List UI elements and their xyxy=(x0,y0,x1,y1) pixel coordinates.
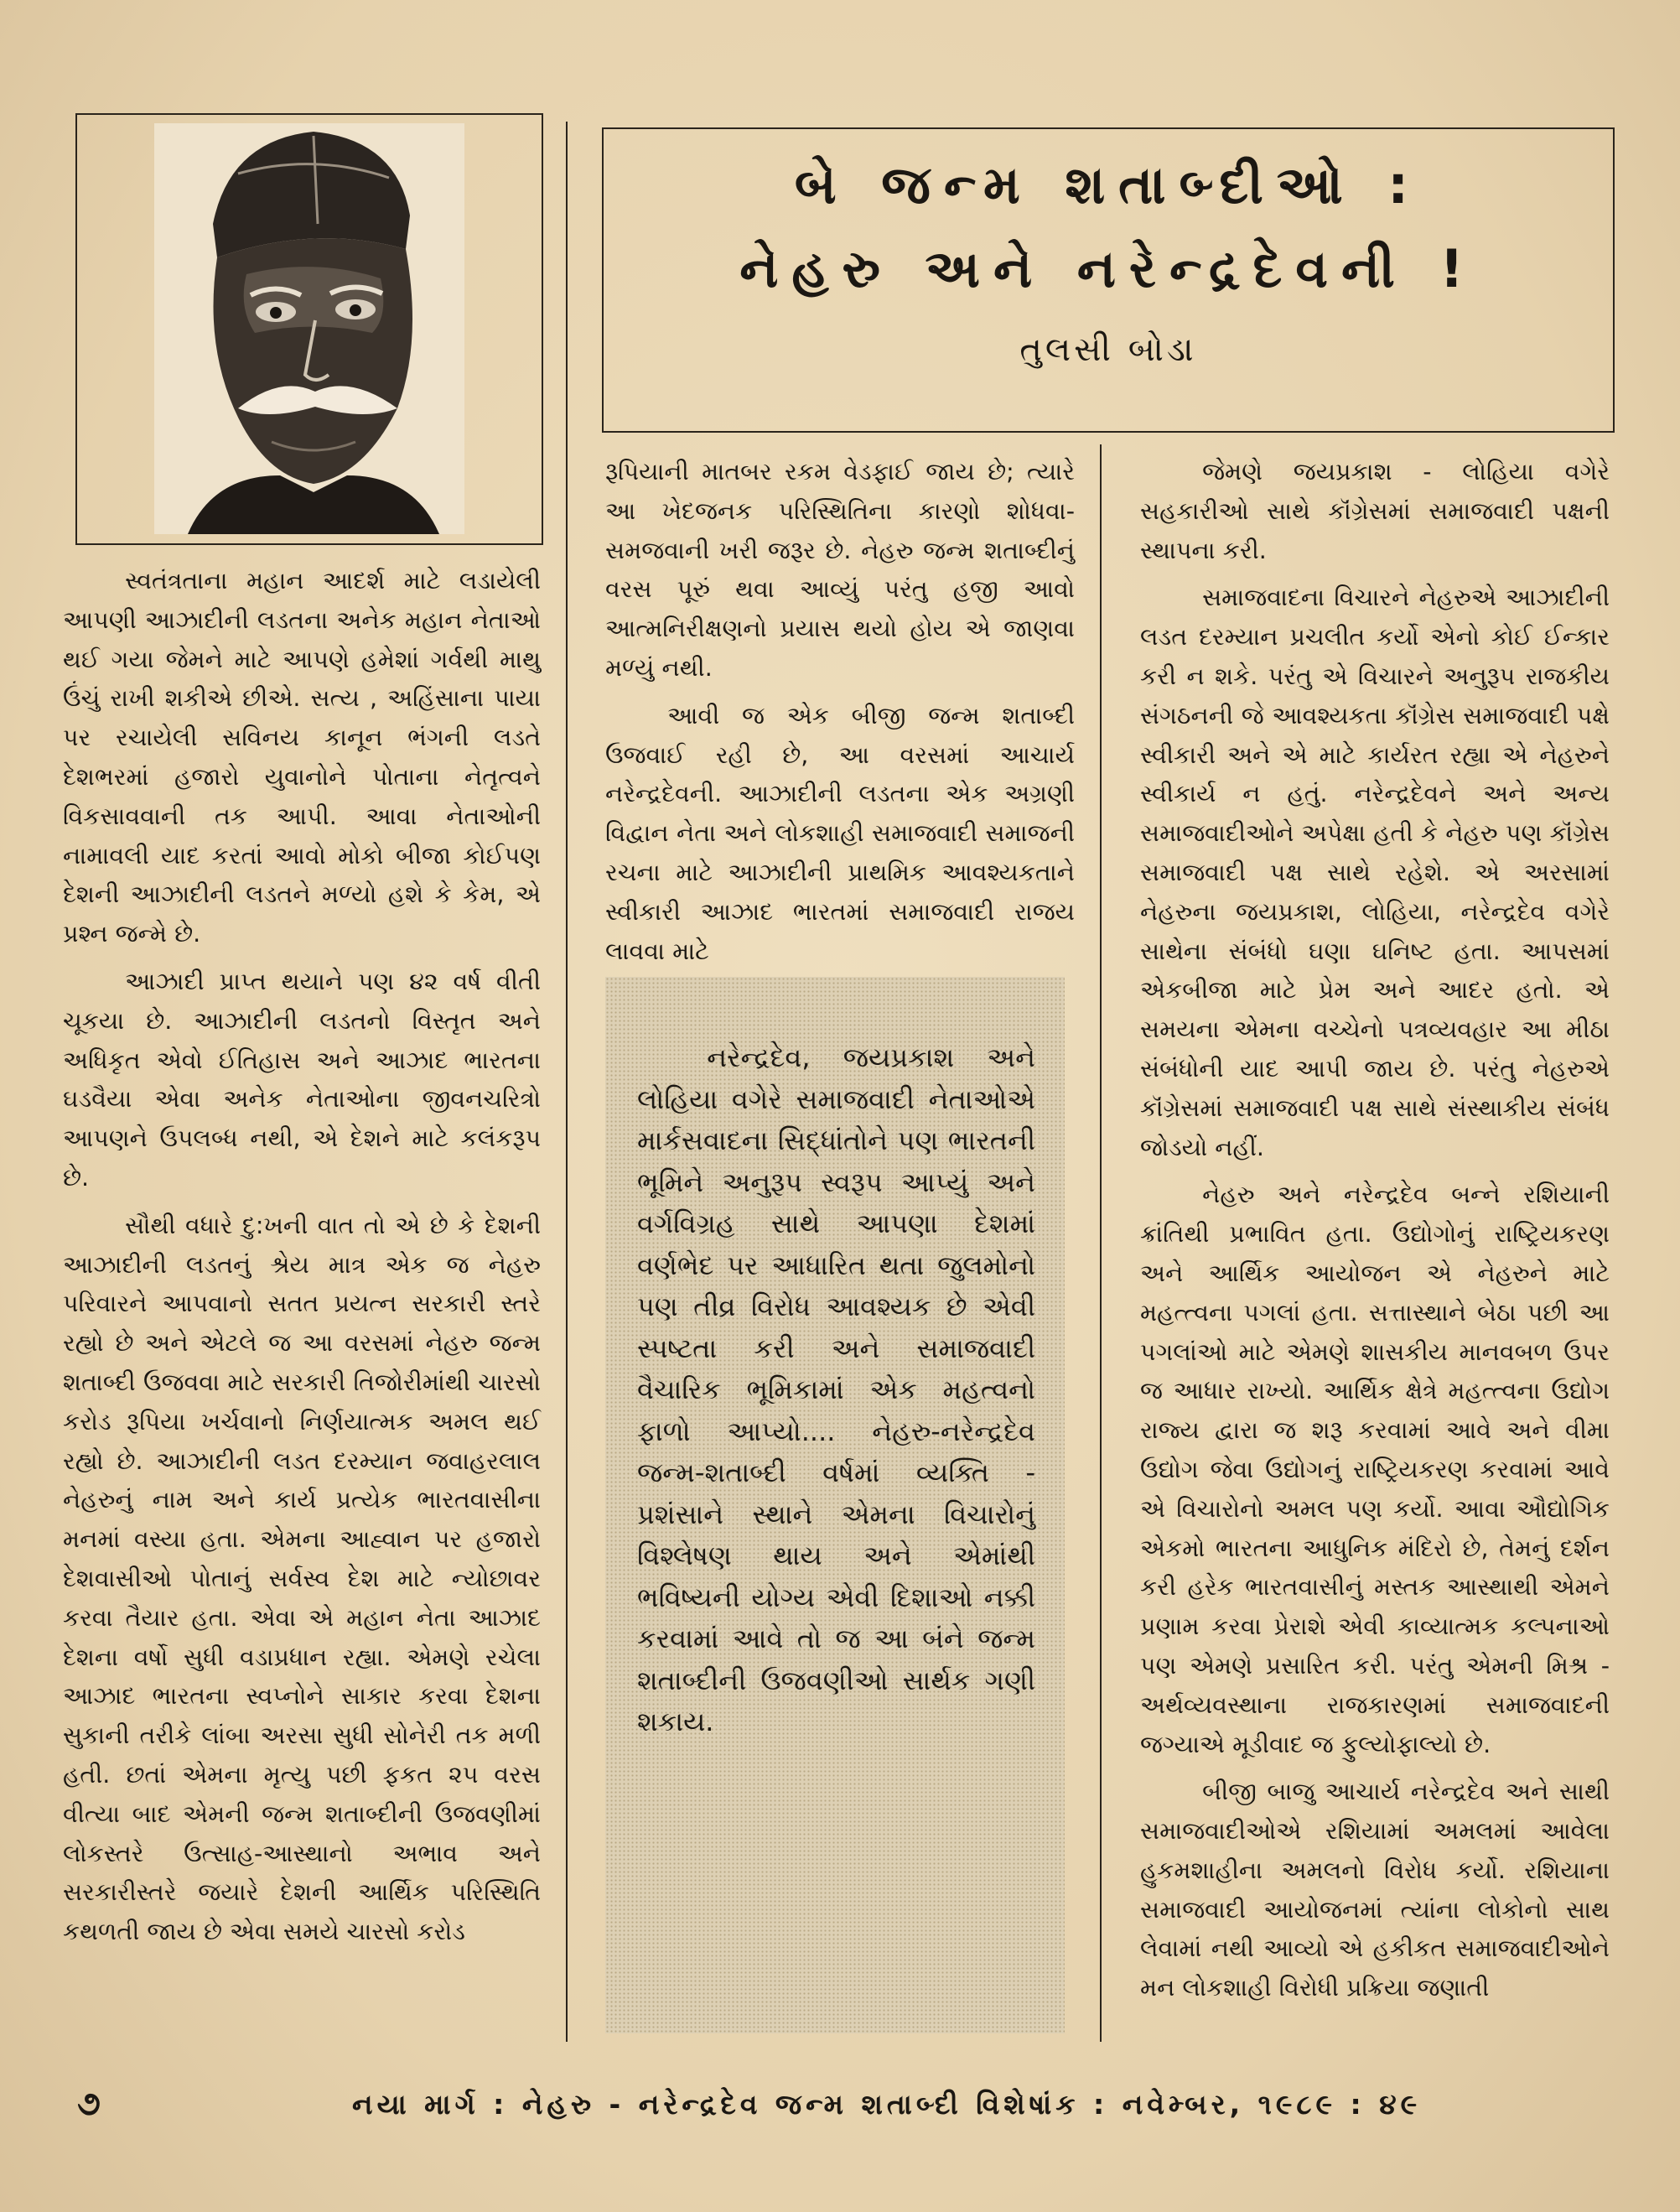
page-number: ૭ xyxy=(77,2085,101,2123)
title-box xyxy=(602,127,1615,433)
page-footer xyxy=(0,2085,1680,2135)
left-paragraph-2: આઝાદી પ્રાપ્ત થયાને પણ ૪૨ વર્ષ વીતી ચૂકયા છે. આઝાદીની લડતનો વિસ્તૃત અને અધિકૃત એવો ઈતિહાસ અને આઝાદ ભારતના ઘડવૈયા એવા અનેક નેતાઓના જીવનચરિત્રો આપણને ઉપલબ્ધ નથી, એ દેશને માટે કલંકરૂપ છે. xyxy=(63,967,541,1192)
portrait-illustration xyxy=(154,123,464,534)
right-paragraph-2: સમાજવાદના વિચારને નેહરુએ આઝાદીની લડત દરમ્યાન પ્રચલીત કર્યો એનો કોઈ ઈન્કાર કરી ન શકે. પરંતુ એ વિચારને અનુરૂપ રાજકીય સંગઠનની જે આવશ્યકતા કૉંગ્રેસ સમાજવાદી પક્ષે સ્વીકારી અને એ માટે કાર્યરત રહ્યા એ નેહરુને સ્વીકાર્ય ન હતું. નરેન્દ્રદેવને અને અન્ય સમાજવાદીઓને અપેક્ષા હતી કે નેહરુ પણ કૉંગ્રેસ સમાજવાદી પક્ષ સાથે રહેશે. એ અરસામાં નેહરુના જયપ્રકાશ, લોહિયા, નરેન્દ્રદેવ વગેરે સાથેના સંબંધો ઘણા ઘનિષ્ટ હતા. આપસમાં એકબીજા માટે પ્રેમ અને આદર હતો. એ સમયના એમના વચ્ચેનો પત્રવ્યવહાર આ મીઠા સંબંધોની યાદ આપી જાય છે. પરંતુ નેહરુએ કૉંગ્રેસમાં સમાજવાદી પક્ષ સાથે સંસ્થાકીય સંબંધ જોડયો નહીં. xyxy=(1140,584,1610,1161)
middle-paragraph-2: આવી જ એક બીજી જન્મ શતાબ્દી ઉજવાઈ રહી છે, આ વરસમાં આચાર્ય નરેન્દ્રદેવની. આઝાદીની લડતના એક અગ્રણી વિદ્વાન નેતા અને લોકશાહી સમાજવાદી સમાજની રચના માટે આઝાદીની પ્રાથમિક આવશ્યકતાને સ્વીકારી આઝાદ ભારતમાં સમાજવાદી રાજય લાવવા માટે xyxy=(605,701,1075,965)
middle-paragraph-1: રૂપિયાની માતબર રકમ વેડફાઈ જાય છે; ત્યારે આ ખેદજનક પરિસ્થિતિના કારણો શોધવા-સમજવાની ખરી જરૂર છે. નેહરુ જન્મ શતાબ્દીનું વરસ પૂરું થવા આવ્યું પરંતુ હજી આવો આત્મનિરીક્ષણનો પ્રયાસ થયો હોય એ જાણવા મળ્યું નથી. xyxy=(605,458,1075,682)
column-divider-left xyxy=(566,122,568,2042)
portrait-frame xyxy=(75,113,543,545)
left-paragraph-1: સ્વતંત્રતાના મહાન આદર્શ માટે લડાયેલી આપણી આઝાદીની લડતના અનેક મહાન નેતાઓ થઈ ગયા જેમને માટે આપણે હમેશાં ગર્વથી માથુ ઉંચું રાખી શકીએ છીએ. સત્ય , અહિંસાના પાયા પર રચાયેલી સવિનય કાનૂન ભંગની લડતે દેશભરમાં હજારો યુવાનોને પોતાના નેતૃત્વને વિકસાવવાની તક આપી. આવા નેતાઓની નામાવલી યાદ કરતાં આવો મોકો બીજા કોઈપણ દેશની આઝાદીની લડતને મળ્યો હશે કે કેમ, એ પ્રશ્ન જન્મે છે. xyxy=(63,567,541,948)
left-paragraph-3: સૌથી વધારે દુ:ખની વાત તો એ છે કે દેશની આઝાદીની લડતનું શ્રેય માત્ર એક જ નેહરુ પરિવારને આપવાનો સતત પ્રયત્ન સરકારી સ્તરે રહ્યો છે અને એટલે જ આ વરસમાં નેહરુ જન્મ શતાબ્દી ઉજવવા માટે સરકારી તિજોરીમાંથી ચારસો કરોડ રૂપિયા ખર્ચવાનો નિર્ણયાત્મક અમલ થઈ રહ્યો છે. આઝાદીની લડત દરમ્યાન જવાહરલાલ નેહરુનું નામ અને કાર્ય પ્રત્યેક ભારતવાસીના મનમાં વસ્યા હતા. એમના આહ્વાન પર હજારો દેશવાસીઓ પોતાનું સર્વસ્વ દેશ માટે ન્યોછાવર કરવા તૈયાર હતા. એવા એ મહાન નેતા આઝાદ દેશના વર્ષો સુધી વડાપ્રધાન રહ્યા. એમણે રચેલા આઝાદ ભારતના સ્વપ્નોને સાકાર કરવા દેશના સુકાની તરીકે લાંબા અરસા સુધી સોનેરી તક મળી હતી. છતાં એમના મૃત્યુ પછી ફકત ૨૫ વરસ વીત્યા બાદ એમની જન્મ શતાબ્દીની ઉજવણીમાં લોકસ્તરે ઉત્સાહ-આસ્થાનો અભાવ અને સરકારીસ્તરે જયારે દેશની આર્થિક પરિસ્થિતિ કથળતી જાય છે એવા સમયે ચારસો કરોડ xyxy=(63,1211,541,1946)
right-paragraph-3: નેહરુ અને નરેન્દ્રદેવ બન્ને રશિયાની ક્રાંતિથી પ્રભાવિત હતા. ઉદ્યોગોનું રાષ્ટ્રિયકરણ અને આર્થિક આયોજન એ નેહરુને માટે મહત્ત્વના પગલાં હતા. સત્તાસ્થાને બેઠા પછી આ પગલાંઓ માટે એમણે શાસકીય માનવબળ ઉપર જ આધાર રાખ્યો. આર્થિક ક્ષેત્રે મહત્ત્વના ઉદ્યોગ રાજ્ય દ્વારા જ શરૂ કરવામાં આવે અને વીમા ઉદ્યોગ જેવા ઉદ્યોગનું રાષ્ટ્રિયકરણ કરવામાં આવે એ વિચારોનો અમલ પણ કર્યો. આવા ઔદ્યોગિક એકમો ભારતના આધુનિક મંદિરો છે, તેમનું દર્શન કરી હરેક ભારતવાસીનું મસ્તક આસ્થાથી એમને પ્રણામ કરવા પ્રેરાશે એવી કાવ્યાત્મક કલ્પનાઓ પણ એમણે પ્રસારિત કરી. પરંતુ એમની મિશ્ર - અર્થવ્યવસ્થાના રાજકારણમાં સમાજવાદની જગ્યાએ મૂડીવાદ જ ફુલ્યોફાલ્યો છે. xyxy=(1140,1181,1610,1758)
column-divider-right xyxy=(1100,444,1102,2042)
portrait-photo xyxy=(154,123,464,534)
right-paragraph-1: જેમણે જયપ્રકાશ - લોહિયા વગેરે સહકારીઓ સાથે કૉંગ્રેસમાં સમાજવાદી પક્ષની સ્થાપના કરી. xyxy=(1140,458,1610,564)
right-column xyxy=(1140,453,1610,2008)
footer-running-title: નયા માર્ગ : નેહરુ - નરેન્દ્રદેવ જન્મ શતાબ્દી વિશેષાંક : નવેમ્બર, ૧૯૮૯ : ૪૯ xyxy=(352,2088,1422,2121)
article-title-line1: બે જન્મ શતાબ્દીઓ : xyxy=(794,154,1423,215)
pull-quote-box xyxy=(605,977,1065,2033)
right-paragraph-4: બીજી બાજુ આચાર્ય નરેન્દ્રદેવ અને સાથી સમાજવાદીઓએ રશિયામાં અમલમાં આવેલા હુકમશાહીના અમલનો વિરોધ કર્યો. રશિયાના સમાજવાદી આયોજનમાં ત્યાંના લોકોનો સાથ લેવામાં નથી આવ્યો એ હકીકત સમાજવાદીઓને મન લોકશાહી વિરોધી પ્રક્રિયા જણાતી xyxy=(1140,1778,1610,2002)
article-title-line2: નેહરુ અને નરેન્દ્રદેવની ! xyxy=(739,238,1477,299)
author-byline: તુલસી બોડા xyxy=(1019,330,1197,369)
middle-column xyxy=(605,453,1075,971)
pull-quote-text: નરેન્દ્રદેવ, જયપ્રકાશ અને લોહિયા વગેરે સમાજવાદી નેતાઓએ માર્કસવાદના સિદ્ધાંતોને પણ ભારતની ભૂમિને અનુરૂપ સ્વરૂપ આપ્યું અને વર્ગવિગ્રહ સાથે આપણા દેશમાં વર્ણભેદ પર આધારિત થતા જુલમોનો પણ તીવ્ર વિરોધ આવશ્યક છે એવી સ્પષ્ટતા કરી અને સમાજવાદી વૈચારિક ભૂમિકામાં એક મહત્વનો ફાળો આપ્યો.... નેહરુ-નરેન્દ્રદેવ જન્મ-શતાબ્દી વર્ષમાં વ્યક્તિ - પ્રશંસાને સ્થાને એમના વિચારોનું વિશ્લેષણ થાય અને એમાંથી ભવિષ્યની યોગ્ય એવી દિશાઓ નક્કી કરવામાં આવે તો જ આ બંને જન્મ શતાબ્દીની ઉજવણીઓ સાર્થક ગણી શકાય. xyxy=(637,1041,1035,1737)
pull-quote xyxy=(637,1037,1035,1743)
left-column xyxy=(63,562,541,1952)
